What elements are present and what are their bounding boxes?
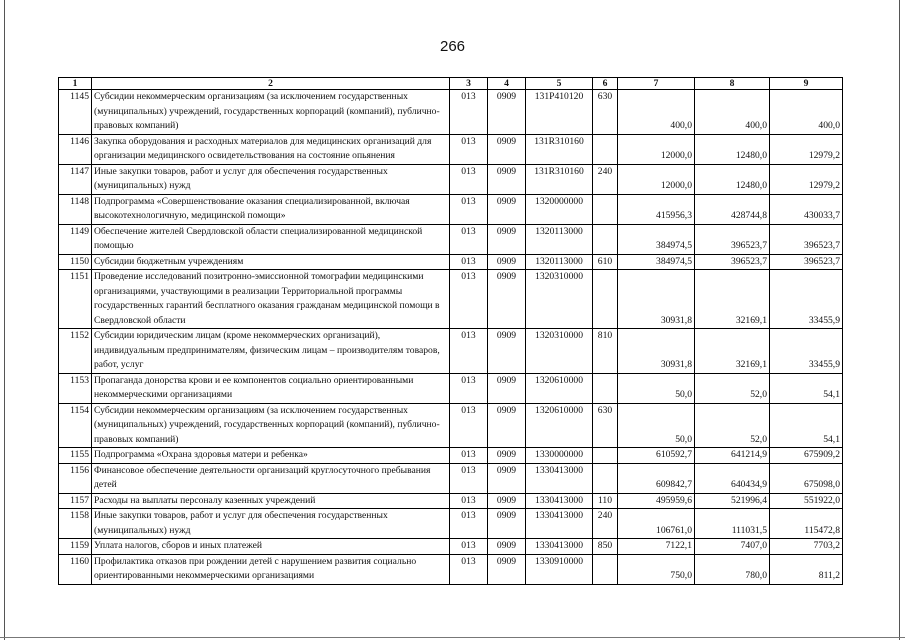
header-cell: 7 bbox=[618, 78, 695, 90]
row-amount-2021-cell: 33455,9 bbox=[770, 270, 843, 329]
row-admin-code-cell: 013 bbox=[450, 224, 488, 254]
row-amount-2020-cell: 7407,0 bbox=[695, 539, 770, 555]
row-number-cell: 1149 bbox=[59, 224, 92, 254]
header-cell: 4 bbox=[488, 78, 526, 90]
row-expense-type-cell bbox=[593, 270, 618, 329]
row-name-cell: Уплата налогов, сборов и иных платежей bbox=[92, 539, 450, 555]
row-name-cell: Финансовое обеспечение деятельности организаций круглосуточного пребывания детей bbox=[92, 463, 450, 493]
row-amount-2021-cell: 396523,7 bbox=[770, 224, 843, 254]
row-admin-code-cell: 013 bbox=[450, 164, 488, 194]
row-admin-code-cell: 013 bbox=[450, 90, 488, 135]
table-row bbox=[59, 254, 843, 270]
row-expense-type-cell bbox=[593, 194, 618, 224]
row-target-code-cell: 1330910000 bbox=[526, 554, 593, 584]
row-amount-2020-cell: 12480,0 bbox=[695, 164, 770, 194]
header-cell: 6 bbox=[593, 78, 618, 90]
row-number-cell: 1157 bbox=[59, 493, 92, 509]
row-expense-type-cell bbox=[593, 224, 618, 254]
table-row bbox=[59, 164, 843, 194]
row-amount-2020-cell: 640434,9 bbox=[695, 463, 770, 493]
row-target-code-cell: 1330413000 bbox=[526, 509, 593, 539]
row-admin-code-cell: 013 bbox=[450, 554, 488, 584]
row-number-cell: 1160 bbox=[59, 554, 92, 584]
row-number-cell: 1155 bbox=[59, 448, 92, 464]
row-section-code-cell: 0909 bbox=[488, 134, 526, 164]
row-expense-type-cell: 630 bbox=[593, 403, 618, 448]
header-cell: 8 bbox=[695, 78, 770, 90]
table-row bbox=[59, 329, 843, 374]
table-row bbox=[59, 554, 843, 584]
row-expense-type-cell: 850 bbox=[593, 539, 618, 555]
row-target-code-cell: 1330413000 bbox=[526, 463, 593, 493]
row-amount-2020-cell: 32169,1 bbox=[695, 270, 770, 329]
row-amount-2020-cell: 396523,7 bbox=[695, 254, 770, 270]
row-amount-2021-cell: 430033,7 bbox=[770, 194, 843, 224]
row-target-code-cell: 1320113000 bbox=[526, 254, 593, 270]
row-amount-2019-cell: 12000,0 bbox=[618, 164, 695, 194]
table-row bbox=[59, 134, 843, 164]
row-section-code-cell: 0909 bbox=[488, 90, 526, 135]
table-row bbox=[59, 90, 843, 135]
row-admin-code-cell: 013 bbox=[450, 270, 488, 329]
table-row bbox=[59, 194, 843, 224]
table-header-row bbox=[59, 78, 843, 90]
row-amount-2019-cell: 610592,7 bbox=[618, 448, 695, 464]
row-amount-2021-cell: 396523,7 bbox=[770, 254, 843, 270]
row-section-code-cell: 0909 bbox=[488, 329, 526, 374]
row-name-cell: Профилактика отказов при рождении детей с нарушением развития социально ориентированными некоммерческими организациями bbox=[92, 554, 450, 584]
table-row bbox=[59, 539, 843, 555]
header-cell: 5 bbox=[526, 78, 593, 90]
row-admin-code-cell: 013 bbox=[450, 509, 488, 539]
budget-table bbox=[58, 77, 843, 585]
row-name-cell: Иные закупки товаров, работ и услуг для обеспечения государственных (муниципальных) нужд bbox=[92, 164, 450, 194]
table-row bbox=[59, 373, 843, 403]
row-admin-code-cell: 013 bbox=[450, 539, 488, 555]
row-amount-2021-cell: 551922,0 bbox=[770, 493, 843, 509]
row-amount-2021-cell: 115472,8 bbox=[770, 509, 843, 539]
row-amount-2019-cell: 30931,8 bbox=[618, 329, 695, 374]
row-section-code-cell: 0909 bbox=[488, 493, 526, 509]
row-amount-2019-cell: 12000,0 bbox=[618, 134, 695, 164]
row-section-code-cell: 0909 bbox=[488, 224, 526, 254]
row-amount-2021-cell: 33455,9 bbox=[770, 329, 843, 374]
table-row bbox=[59, 224, 843, 254]
scan-border-bottom bbox=[0, 637, 905, 638]
row-target-code-cell: 1330413000 bbox=[526, 539, 593, 555]
row-number-cell: 1154 bbox=[59, 403, 92, 448]
row-admin-code-cell: 013 bbox=[450, 448, 488, 464]
row-amount-2019-cell: 50,0 bbox=[618, 403, 695, 448]
row-expense-type-cell: 810 bbox=[593, 329, 618, 374]
row-amount-2021-cell: 675098,0 bbox=[770, 463, 843, 493]
row-number-cell: 1158 bbox=[59, 509, 92, 539]
row-expense-type-cell bbox=[593, 554, 618, 584]
row-admin-code-cell: 013 bbox=[450, 194, 488, 224]
row-amount-2019-cell: 400,0 bbox=[618, 90, 695, 135]
row-admin-code-cell: 013 bbox=[450, 329, 488, 374]
row-admin-code-cell: 013 bbox=[450, 493, 488, 509]
table-row bbox=[59, 463, 843, 493]
row-admin-code-cell: 013 bbox=[450, 463, 488, 493]
row-amount-2020-cell: 52,0 bbox=[695, 403, 770, 448]
row-number-cell: 1148 bbox=[59, 194, 92, 224]
row-amount-2020-cell: 396523,7 bbox=[695, 224, 770, 254]
row-name-cell: Обеспечение жителей Свердловской области специализированной медицинской помощью bbox=[92, 224, 450, 254]
row-amount-2019-cell: 384974,5 bbox=[618, 224, 695, 254]
row-section-code-cell: 0909 bbox=[488, 463, 526, 493]
row-amount-2020-cell: 52,0 bbox=[695, 373, 770, 403]
row-amount-2021-cell: 12979,2 bbox=[770, 164, 843, 194]
row-section-code-cell: 0909 bbox=[488, 448, 526, 464]
row-admin-code-cell: 013 bbox=[450, 134, 488, 164]
table-row bbox=[59, 509, 843, 539]
row-target-code-cell: 1330000000 bbox=[526, 448, 593, 464]
row-section-code-cell: 0909 bbox=[488, 509, 526, 539]
row-amount-2020-cell: 428744,8 bbox=[695, 194, 770, 224]
row-name-cell: Подпрограмма «Совершенствование оказания специализированной, включая высокотехнологичную, медицинской помощи» bbox=[92, 194, 450, 224]
header-cell: 9 bbox=[770, 78, 843, 90]
row-amount-2020-cell: 641214,9 bbox=[695, 448, 770, 464]
row-name-cell: Субсидии некоммерческим организациям (за исключением государственных (муниципальных) учреждений, государственных корпораций (компаний), публично-правовых компаний) bbox=[92, 403, 450, 448]
row-amount-2020-cell: 780,0 bbox=[695, 554, 770, 584]
row-number-cell: 1153 bbox=[59, 373, 92, 403]
row-section-code-cell: 0909 bbox=[488, 164, 526, 194]
row-expense-type-cell: 240 bbox=[593, 164, 618, 194]
row-name-cell: Субсидии бюджетным учреждениям bbox=[92, 254, 450, 270]
row-number-cell: 1150 bbox=[59, 254, 92, 270]
row-expense-type-cell: 110 bbox=[593, 493, 618, 509]
row-amount-2019-cell: 384974,5 bbox=[618, 254, 695, 270]
table-row bbox=[59, 270, 843, 329]
row-name-cell: Подпрограмма «Охрана здоровья матери и ребенка» bbox=[92, 448, 450, 464]
row-target-code-cell: 1320113000 bbox=[526, 224, 593, 254]
row-amount-2021-cell: 400,0 bbox=[770, 90, 843, 135]
row-target-code-cell: 1320610000 bbox=[526, 403, 593, 448]
row-amount-2019-cell: 750,0 bbox=[618, 554, 695, 584]
row-target-code-cell: 1320310000 bbox=[526, 329, 593, 374]
row-amount-2021-cell: 54,1 bbox=[770, 403, 843, 448]
row-amount-2021-cell: 54,1 bbox=[770, 373, 843, 403]
row-amount-2019-cell: 50,0 bbox=[618, 373, 695, 403]
row-number-cell: 1145 bbox=[59, 90, 92, 135]
row-expense-type-cell bbox=[593, 463, 618, 493]
page-number: 266 bbox=[439, 38, 466, 55]
row-section-code-cell: 0909 bbox=[488, 373, 526, 403]
row-section-code-cell: 0909 bbox=[488, 194, 526, 224]
row-name-cell: Субсидии юридическим лицам (кроме некоммерческих организаций), индивидуальным предпринимателям, физическим лицам – производителям товаров, работ, услуг bbox=[92, 329, 450, 374]
row-target-code-cell: 1330413000 bbox=[526, 493, 593, 509]
row-amount-2020-cell: 32169,1 bbox=[695, 329, 770, 374]
row-target-code-cell: 1320610000 bbox=[526, 373, 593, 403]
row-amount-2021-cell: 7703,2 bbox=[770, 539, 843, 555]
row-expense-type-cell bbox=[593, 373, 618, 403]
row-target-code-cell: 1320000000 bbox=[526, 194, 593, 224]
row-amount-2019-cell: 30931,8 bbox=[618, 270, 695, 329]
row-amount-2020-cell: 400,0 bbox=[695, 90, 770, 135]
row-target-code-cell: 131R310160 bbox=[526, 164, 593, 194]
row-name-cell: Закупка оборудования и расходных материалов для медицинских организаций для организации медицинского освидетельствования на состояние опьянения bbox=[92, 134, 450, 164]
row-number-cell: 1146 bbox=[59, 134, 92, 164]
row-target-code-cell: 131R310160 bbox=[526, 134, 593, 164]
header-cell: 2 bbox=[92, 78, 450, 90]
row-amount-2019-cell: 495959,6 bbox=[618, 493, 695, 509]
row-amount-2021-cell: 12979,2 bbox=[770, 134, 843, 164]
row-section-code-cell: 0909 bbox=[488, 539, 526, 555]
row-admin-code-cell: 013 bbox=[450, 254, 488, 270]
row-expense-type-cell: 240 bbox=[593, 509, 618, 539]
row-amount-2019-cell: 7122,1 bbox=[618, 539, 695, 555]
row-expense-type-cell bbox=[593, 448, 618, 464]
row-target-code-cell: 1320310000 bbox=[526, 270, 593, 329]
row-section-code-cell: 0909 bbox=[488, 554, 526, 584]
row-amount-2020-cell: 12480,0 bbox=[695, 134, 770, 164]
row-expense-type-cell bbox=[593, 134, 618, 164]
row-name-cell: Расходы на выплаты персоналу казенных учреждений bbox=[92, 493, 450, 509]
row-amount-2021-cell: 675909,2 bbox=[770, 448, 843, 464]
row-number-cell: 1147 bbox=[59, 164, 92, 194]
row-name-cell: Пропаганда донорства крови и ее компонентов социально ориентированными некоммерческими организациями bbox=[92, 373, 450, 403]
header-cell: 1 bbox=[59, 78, 92, 90]
table-row bbox=[59, 403, 843, 448]
row-number-cell: 1159 bbox=[59, 539, 92, 555]
row-amount-2020-cell: 521996,4 bbox=[695, 493, 770, 509]
row-expense-type-cell: 610 bbox=[593, 254, 618, 270]
row-admin-code-cell: 013 bbox=[450, 373, 488, 403]
row-admin-code-cell: 013 bbox=[450, 403, 488, 448]
scan-border-right bbox=[899, 0, 900, 640]
row-section-code-cell: 0909 bbox=[488, 403, 526, 448]
row-name-cell: Проведение исследований позитронно-эмиссионной томографии медицинскими организациями, участвующими в реализации Территориальной программы государственных гарантий бесплатного оказания гражданам медицинской помощи в Свердловской области bbox=[92, 270, 450, 329]
row-amount-2020-cell: 111031,5 bbox=[695, 509, 770, 539]
row-expense-type-cell: 630 bbox=[593, 90, 618, 135]
header-cell: 3 bbox=[450, 78, 488, 90]
scan-border-left bbox=[4, 0, 5, 640]
row-amount-2019-cell: 106761,0 bbox=[618, 509, 695, 539]
table-row bbox=[59, 448, 843, 464]
row-target-code-cell: 131P410120 bbox=[526, 90, 593, 135]
row-section-code-cell: 0909 bbox=[488, 254, 526, 270]
row-name-cell: Субсидии некоммерческим организациям (за исключением государственных (муниципальных) учреждений, государственных корпораций (компаний), публично-правовых компаний) bbox=[92, 90, 450, 135]
row-amount-2021-cell: 811,2 bbox=[770, 554, 843, 584]
row-number-cell: 1152 bbox=[59, 329, 92, 374]
row-number-cell: 1151 bbox=[59, 270, 92, 329]
row-amount-2019-cell: 415956,3 bbox=[618, 194, 695, 224]
row-name-cell: Иные закупки товаров, работ и услуг для обеспечения государственных (муниципальных) нужд bbox=[92, 509, 450, 539]
row-amount-2019-cell: 609842,7 bbox=[618, 463, 695, 493]
row-number-cell: 1156 bbox=[59, 463, 92, 493]
table-row bbox=[59, 493, 843, 509]
row-section-code-cell: 0909 bbox=[488, 270, 526, 329]
